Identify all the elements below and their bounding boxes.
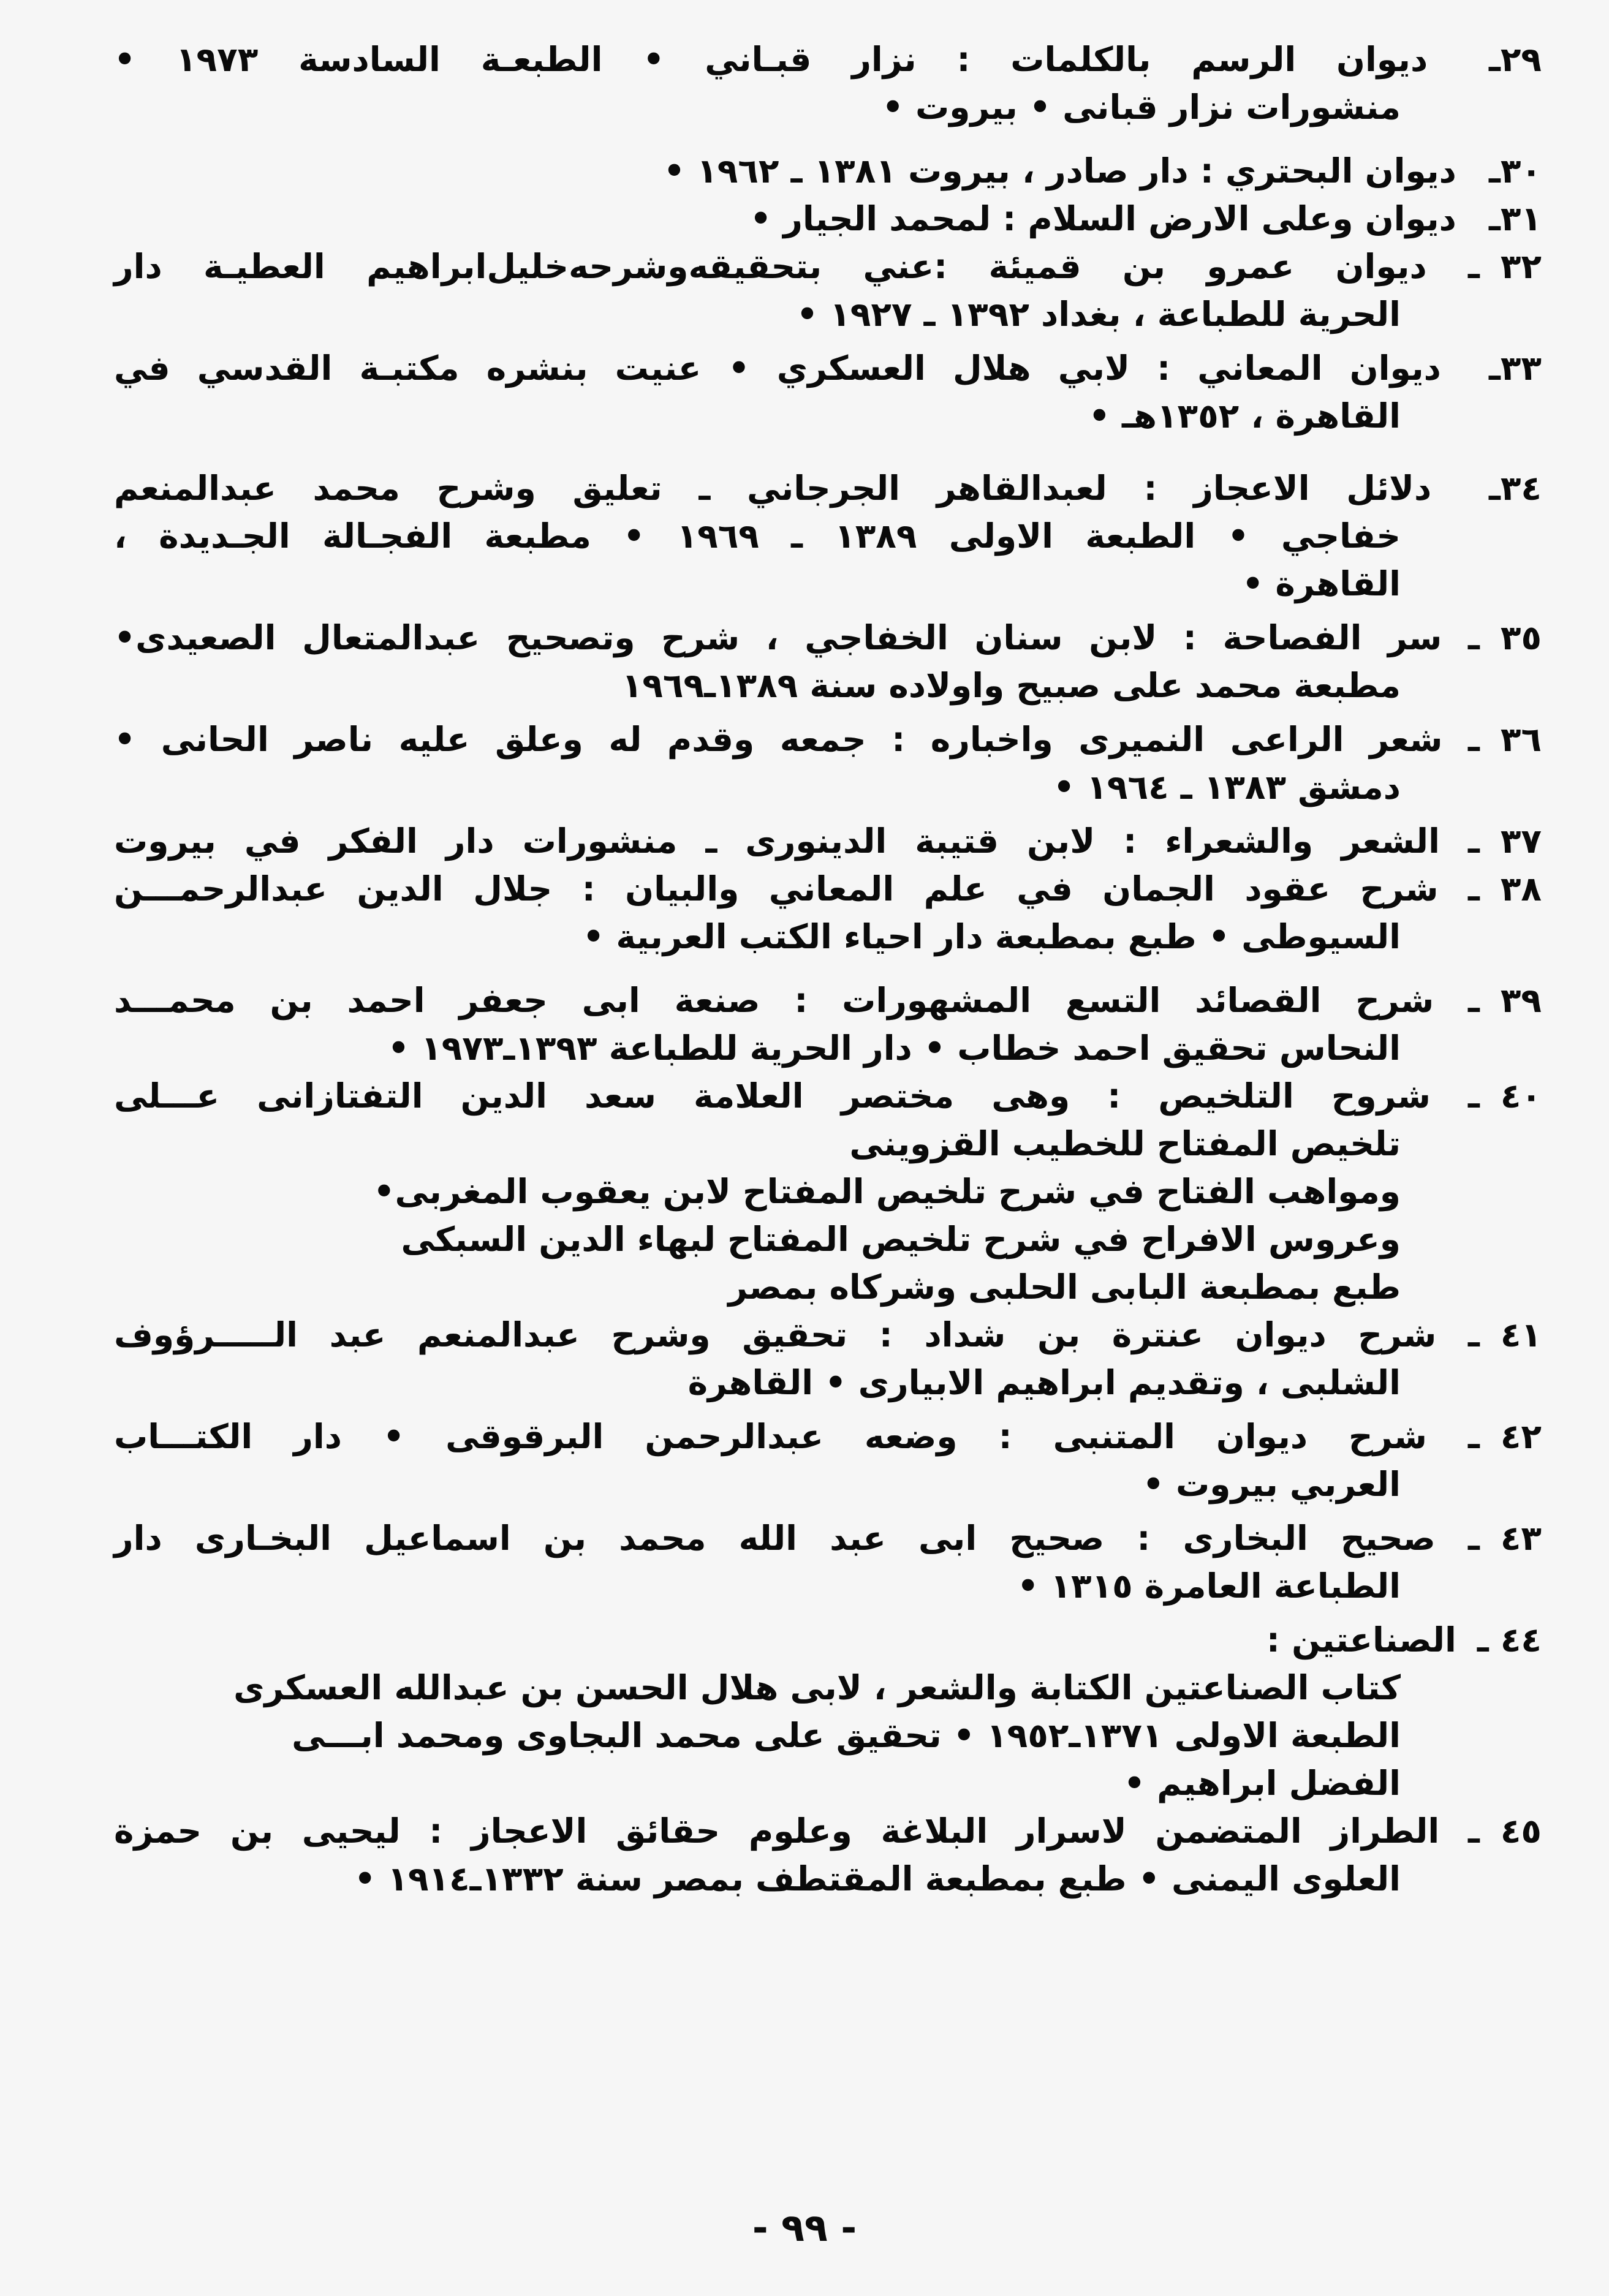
entry-line	[114, 913, 1542, 961]
bibliography-entry-32	[114, 243, 1542, 338]
bibliography-entry-34	[114, 464, 1542, 608]
entry-line	[114, 817, 1542, 865]
entry-number: ٤٥ ـ	[1468, 1811, 1542, 1851]
entry-number: ٢٩ـ	[1489, 40, 1542, 79]
entry-text: القاهرة •	[1242, 564, 1401, 603]
entry-text: الصناعتين :	[1266, 1620, 1456, 1660]
entry-text: سر الفصاحة : لابن سنان الخفاجي ، شرح وتصحيح عبدالمتعال الصعيدى•	[114, 618, 1442, 657]
entry-number: ٤٣ ـ	[1468, 1519, 1542, 1558]
entry-number: ٤٤ ـ	[1477, 1620, 1542, 1660]
entry-text: مطبعة محمد على صبيح واولاده سنة ١٣٨٩ـ١٩٦٩	[621, 666, 1401, 705]
entry-line	[114, 1311, 1542, 1359]
entry-line	[114, 560, 1542, 608]
entry-line	[114, 290, 1542, 338]
entry-text: شرح ديوان المتنبى : وضعه عبدالرحمن البرقوقى • دار الكتـــاب	[114, 1417, 1428, 1456]
entry-number: ٣٣ـ	[1489, 349, 1542, 388]
entry-line	[114, 1562, 1542, 1610]
entry-line	[114, 147, 1542, 195]
entry-line	[114, 1712, 1542, 1759]
entry-text: النحاس تحقيق احمد خطاب • دار الحرية للطباعة ١٣٩٣ـ١٩٧٣ •	[387, 1029, 1401, 1068]
entry-line	[114, 865, 1542, 913]
entry-text: ديوان عمرو بن قميئة :عني بتحقيقه‌وشرحه‌خليل‌ابراهيم العطيـة دار	[114, 247, 1427, 286]
entry-text: دمشق ١٣٨٣ ـ ١٩٦٤ •	[1053, 768, 1401, 807]
bibliography-entry-37	[114, 817, 1542, 865]
bibliography-entry-40	[114, 1072, 1542, 1311]
entry-number: ٣٠ـ	[1489, 151, 1542, 191]
entry-text: خفاجي • الطبعة الاولى ١٣٨٩ ـ ١٩٦٩ • مطبعة الفجـالة الجـديدة ،	[114, 516, 1401, 556]
entry-line	[114, 36, 1542, 83]
bibliography-page	[114, 36, 1542, 1903]
entry-number: ٤١ ـ	[1468, 1315, 1542, 1354]
bibliography-entry-31	[114, 195, 1542, 243]
entry-text: العربي بيروت •	[1142, 1465, 1401, 1504]
bibliography-entry-42	[114, 1413, 1542, 1508]
entry-text: ديوان المعاني : لابي هلال العسكري • عنيت بنشره مكتبـة القدسي في	[114, 349, 1441, 388]
bibliography-entry-39	[114, 976, 1542, 1072]
entry-text: الطباعة العامرة ١٣١٥ •	[1017, 1566, 1401, 1606]
entry-line	[114, 614, 1542, 662]
entry-text: الشعر والشعراء : لابن قتيبة الدينورى ـ منشورات دار الفكر في بيروت	[114, 821, 1440, 861]
entry-number: ٣٩ ـ	[1468, 981, 1542, 1020]
entry-number: ٣٥ ـ	[1468, 618, 1542, 657]
entry-text: الشلبى ، وتقديم ابراهيم الابيارى • القاهرة	[687, 1363, 1401, 1402]
entry-line	[114, 662, 1542, 709]
entry-line	[114, 976, 1542, 1024]
entry-number: ٤٠ ـ	[1468, 1076, 1542, 1116]
entry-number: ٤٢ ـ	[1468, 1417, 1542, 1456]
entry-line	[114, 1168, 1542, 1215]
entry-line	[114, 392, 1542, 440]
entry-line	[114, 195, 1542, 243]
entry-line	[114, 464, 1542, 512]
entry-line	[114, 1460, 1542, 1508]
entry-line	[114, 344, 1542, 392]
entry-number: ٣٦ ـ	[1468, 720, 1542, 759]
entry-text: القاهرة ، ١٣٥٢هـ •	[1088, 396, 1401, 436]
entry-text: ديوان وعلى الارض السلام : لمحمد الجيار •	[749, 199, 1456, 238]
entry-text: طبع بمطبعة البابى الحلبى وشركاه بمصر	[728, 1267, 1401, 1307]
entry-line	[114, 1514, 1542, 1562]
bibliography-entry-30	[114, 147, 1542, 195]
entry-text: دلائل الاعجاز : لعبدالقاهر الجرجاني ـ تعليق وشرح محمد عبدالمنعم	[114, 469, 1432, 508]
entry-text: السيوطى • طبع بمطبعة دار احياء الكتب العربية •	[583, 917, 1401, 956]
entry-number: ٣٢ ـ	[1468, 247, 1542, 286]
entry-text: صحيح البخارى : صحيح ابى عبد الله محمد بن اسماعيل البخـارى دار	[114, 1519, 1436, 1558]
entry-text: شرح القصائد التسع المشهورات : صنعة ابى جعفر احمد بن محمـــد	[114, 981, 1434, 1020]
entry-number: ٣٧ ـ	[1468, 821, 1542, 861]
bibliography-entry-38	[114, 865, 1542, 961]
entry-text: وعروس الافراح في شرح تلخيص المفتاح لبهاء الدين السبكى	[401, 1220, 1401, 1259]
entry-line	[114, 1120, 1542, 1168]
entry-line	[114, 83, 1542, 131]
bibliography-entry-35	[114, 614, 1542, 709]
entry-text: الحرية للطباعة ، بغداد ١٣٩٢ ـ ١٩٢٧ •	[796, 295, 1401, 334]
entry-line	[114, 1413, 1542, 1460]
entry-line	[114, 1616, 1542, 1664]
entry-line	[114, 243, 1542, 290]
bibliography-entry-33	[114, 344, 1542, 440]
bibliography-entry-41	[114, 1311, 1542, 1407]
entry-line	[114, 1359, 1542, 1407]
bibliography-entry-29	[114, 36, 1542, 131]
entry-line	[114, 1807, 1542, 1855]
page-number: - ٩٩ -	[752, 2205, 857, 2250]
entry-line	[114, 716, 1542, 763]
entry-line	[114, 763, 1542, 811]
entry-text: ديوان البحتري : دار صادر ، بيروت ١٣٨١ ـ ١٩٦٢ •	[663, 151, 1456, 191]
entry-line	[114, 1072, 1542, 1120]
entry-number: ٣٤ـ	[1489, 469, 1542, 508]
bibliography-entry-43	[114, 1514, 1542, 1610]
entry-line	[114, 512, 1542, 560]
entry-line	[114, 1664, 1542, 1712]
entry-line	[114, 1024, 1542, 1072]
entry-text: الفضل ابراهيم •	[1123, 1764, 1401, 1803]
bibliography-entry-36	[114, 716, 1542, 811]
entry-line	[114, 1855, 1542, 1903]
entry-line	[114, 1263, 1542, 1311]
entry-text: ومواهب الفتاح في شرح تلخيص المفتاح لابن يعقوب المغربى•	[373, 1172, 1401, 1211]
entry-text: الطراز المتضمن لاسرار البلاغة وعلوم حقائق الاعجاز : ليحيى بن حمزة	[114, 1811, 1440, 1851]
entry-text: شروح التلخيص : وهى مختصر العلامة سعد الدين التفتازانى عـــلى	[114, 1076, 1431, 1116]
entry-text: العلوى اليمنى • طبع بمطبعة المقتطف بمصر سنة ١٣٣٢ـ١٩١٤ •	[354, 1859, 1401, 1898]
entry-text: كتاب الصناعتين الكتابة والشعر ، لابى هلال الحسن بن عبدالله العسكرى	[233, 1668, 1401, 1707]
entry-text: تلخيص المفتاح للخطيب القزوينى	[849, 1124, 1401, 1163]
entry-text: منشورات نزار قبانى • بيروت •	[882, 88, 1401, 127]
bibliography-entry-45	[114, 1807, 1542, 1903]
entry-number: ٣٨ ـ	[1468, 869, 1542, 908]
entry-text: ديوان الرسم بالكلمات : نزار قبـاني • الطبعـة السادسة ١٩٧٣ •	[114, 40, 1428, 79]
entry-text: شرح ديوان عنترة بن شداد : تحقيق وشرح عبدالمنعم عبد الـــــرؤوف	[114, 1315, 1437, 1354]
entry-number: ٣١ـ	[1489, 199, 1542, 238]
entry-text: شرح عقود الجمان في علم المعاني والبيان : جلال الدين عبدالرحمـــن	[114, 869, 1439, 908]
entry-line	[114, 1215, 1542, 1263]
entry-line	[114, 1759, 1542, 1807]
bibliography-entry-44	[114, 1616, 1542, 1807]
entry-text: الطبعة الاولى ١٣٧١ـ١٩٥٢ • تحقيق على محمد البجاوى ومحمد ابـــى	[292, 1716, 1401, 1755]
entry-text: شعر الراعى النميرى واخباره : جمعه وقدم له وعلق عليه ناصر الحانى •	[114, 720, 1443, 759]
